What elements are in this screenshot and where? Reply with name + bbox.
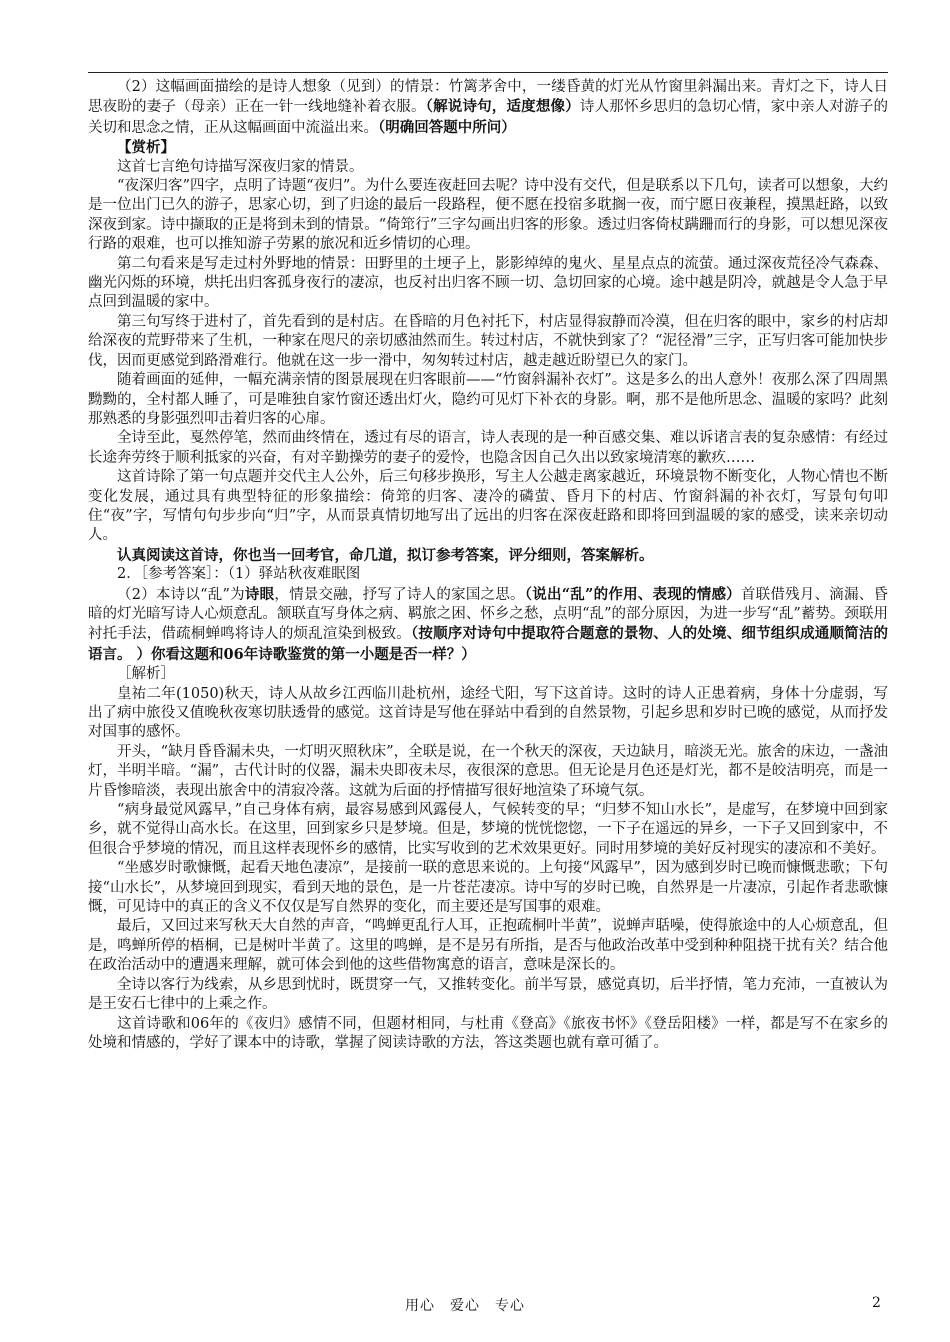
paragraph: 第三句写终于进村了，首先看到的是村店。在昏暗的月色衬托下，村店显得寂静而冷漠，但在归客的眼中，家乡的村店却给深夜的荒野带来了生机，一种家在咫尺的亲切感油然而生。转过村店，不就快到家了？“泥径滑”三字，正写归客可能加快步伐，因而更感觉到路滑难行。他就在这一步一滑中，匆匆转过村店，越走越近盼望已久的家门。 (88, 313, 888, 369)
paragraph: “夜深归客”四字，点明了诗题“夜归”。为什么要连夜赶回去呢？诗中没有交代，但是联系以下几句，读者可以想象，大约是一位出门已久的游子，思家心切，到了归途的最后一段路程，便不愿在投宿多耽搁一夜，而宁愿日夜兼程，摸黑赶路，以致深夜到家。诗中撷取的正是将到未到的情景。“倚筇行”三字勾画出归客的形象。透过归客倚杖蹒跚而行的身影，可以想见深夜行路的艰难，也可以推知游子劳累的旅况和近乡情切的心理。 (88, 178, 888, 253)
hint-role-of-luan: （说出“乱”的作用、表现的情感） (524, 585, 741, 603)
paragraph: 全诗以客行为线索，从乡思到忧时，既贯穿一气，又推转变化。前半写景，感觉真切，后半抒情，笔力充沛，一直被认为是王安石七律中的上乘之作。 (88, 976, 888, 1013)
keyword-poem-eye: 诗眼 (244, 585, 275, 603)
paragraph: 这首诗除了第一句点题并交代主人公外，后三句移步换形，写主人公越走离家越近，环境景物不断变化，人物心情也不断变化发展，通过具有典型特征的形象描绘：倚筇的归客、凄冷的磷萤、昏月下的村店、竹窗斜漏的补衣灯，写景句句叩住“夜”字，写情句句步步向“归”字，从而景真情切地写出了远出的归客在深夜赶路和即将回到温暖的家的感受，读来亲切动人。 (88, 469, 888, 544)
paragraph: 第二句看来是写走过村外野地的情景：田野里的土埂子上，影影绰绰的鬼火、星星点点的流萤。通过深夜荒径冷气森森、幽光闪烁的环境，烘托出归客孤身夜行的凄凉，也反衬出归客不顾一切、急切回家的心境。途中越是阴冷，就越是令人急于早点回到温暖的家中。 (88, 255, 888, 311)
hint-answer-question: （明确回答题中所问） (378, 118, 516, 136)
paragraph: 这首七言绝句诗描写深夜归家的情景。 (117, 158, 364, 175)
paragraph: 开头，“缺月昏昏漏未央，一灯明灭照秋床”，全联是说，在一个秋天的深夜，天边缺月，暗淡无光。旅舍的床边，一盏油灯，半明半暗。“漏”，古代计时的仪器，漏未央即夜未尽，夜很深的意思。但无论是月色还是灯光，都不是皎洁明亮，而是一片昏惨暗淡，表现出旅舍中的清寂冷落。这就为后面的抒情描写很好地渲染了环境气氛。 (88, 743, 888, 799)
paragraph: “病身最觉风露早，”自己身体有病，最容易感到风露侵人，气候转变的早；“归梦不知山水长”，是虚写，在梦境中回到家乡，就不觉得山高水长。在这里，回到家乡只是梦境。但是，梦境的恍恍惚惚，一下子在遥远的异乡，一下子又回到家中，不但很合乎梦境的情况，而且这样表现怀乡的感情，比实写收到的艺术效果更好。同时用梦境的美好反衬现实的凄凉和不美好。 (88, 802, 888, 857)
footer-motto: 用心 爱心 专心 (405, 1298, 525, 1314)
paragraph: “坐感岁时歌慷慨，起看天地色凄凉”，是接前一联的意思来说的。上句接“风露早”，因为感到岁时已晚而慷慨悲歌；下句接“山水长”，从梦境回到现实，看到天地的景色，是一片苍茫凄凉。诗中写的岁时已晚，自然界是一片凄凉，引起作者悲歌慷慨，可见诗中的真正的含义不仅仅是写自然界的变化，而主要还是写国事的艰难。 (88, 860, 888, 916)
hint-explain-poem: （解说诗句，适度想像） (425, 98, 580, 116)
page-body (88, 72, 888, 1053)
paragraph: 最后，又回过来写秋天大自然的声音，“鸣蝉更乱行人耳，正抱疏桐叶半黄”，说蝉声聒噪，使得旅途中的人心烦意乱，但是，鸣蝉所停的梧桐，已是树叶半黄了。这里的鸣蝉，是不是另有所指，是否与他政治改革中受到种种阻挠干扰有关？结合他在政治活动中的遭遇来理解，就可体会到他的这些借物寓意的语言，意味是深长的。 (88, 918, 888, 974)
answer-analysis-paragraph (88, 585, 888, 666)
header-rule (88, 72, 888, 73)
answer-text: ，情景交融，抒写了诗人的家国之思。 (274, 586, 525, 603)
page-number: 2 (872, 1295, 881, 1311)
answer-text: （2）本诗以“乱”为 (117, 586, 245, 603)
task-instruction: 认真阅读这首诗，你也当一回考官，命几道，拟订参考答案，评分细则，答案解析。 (117, 546, 654, 564)
hint-organize-language: （按顺序对诗句中提取符合题意的景物、人的处境、细节组织成通顺简洁的语言。 ）你看这题和06年诗歌鉴赏的第一小题是否一样？） (88, 625, 889, 663)
paragraph: 这首诗歌和06年的《夜归》感情不同，但题材相同，与杜甫《登高》《旅夜书怀》《登岳阳楼》一样，都是写不在家乡的处境和情感的，学好了课本中的诗歌，掌握了阅读诗歌的方法，答这类题也就有章可循了。 (88, 1015, 888, 1051)
paragraph: 全诗至此，戛然停笔，然而曲终情在，透过有尽的语言，诗人表现的是一种百感交集、难以诉诸言表的复杂感情：有经过长途奔劳终于顺利抵家的兴奋，有对辛勤操劳的妻子的爱怜，也隐含因自己久出以致家境清寒的歉疚…… (88, 430, 888, 466)
paragraph-image-description (88, 78, 888, 138)
answer-text: 首联借残月、滴漏、昏暗的灯光暗写诗人心烦意乱。颔联直写身体之病、羁旅之困、怀乡之愁，点明“乱”的部分原因，为进一步写“乱”蓄势。颈联用衬托手法，借疏桐蝉鸣将诗人的烦乱渲染到极致。 (88, 586, 889, 643)
question-2-answer: 2．［参考答案］：（1）驿站秋夜难眠图 (117, 566, 361, 583)
section-heading-appreciation: 【赏析】 (117, 139, 175, 157)
answer-text-cont: 诗人那怀乡思归的急切心情，家中亲人对游子的关切和思念之情，正从这幅画面中流溢出来。 (88, 99, 889, 136)
paragraph: 皇祐二年(1050)秋天，诗人从故乡江西临川赴杭州，途经弋阳，写下这首诗。这时的诗人正患着病，身体十分虚弱，写出了病中旅役又值晚秋夜寒切肤透骨的感觉。这首诗是写他在驿站中看到的自然景物，引起乡思和岁时已晚的感觉，从而抒发对国事的感怀。 (88, 685, 888, 741)
section-heading-analysis: ［解析］ (117, 666, 175, 683)
paragraph: 随着画面的延伸，一幅充满亲情的图景展现在归客眼前——“竹窗斜漏补衣灯”。这是多么的出人意外！夜那么深了四周黑黝黝的，全村都人睡了，可是唯独自家竹窗还透出灯火，隐约可见灯下补衣的身影。啊，那不是他所思念、温暖的家吗？此刻那熟悉的身影强烈叩击着归客的心扉。 (88, 372, 888, 427)
answer-text: （2）这幅画面描绘的是诗人想象（见到）的情景：竹篱茅舍中，一缕昏黄的灯光从竹窗里斜漏出来。青灯之下，诗人日思夜盼的妻子（母亲）正在一针一线地缝补着衣服。 (88, 79, 888, 116)
